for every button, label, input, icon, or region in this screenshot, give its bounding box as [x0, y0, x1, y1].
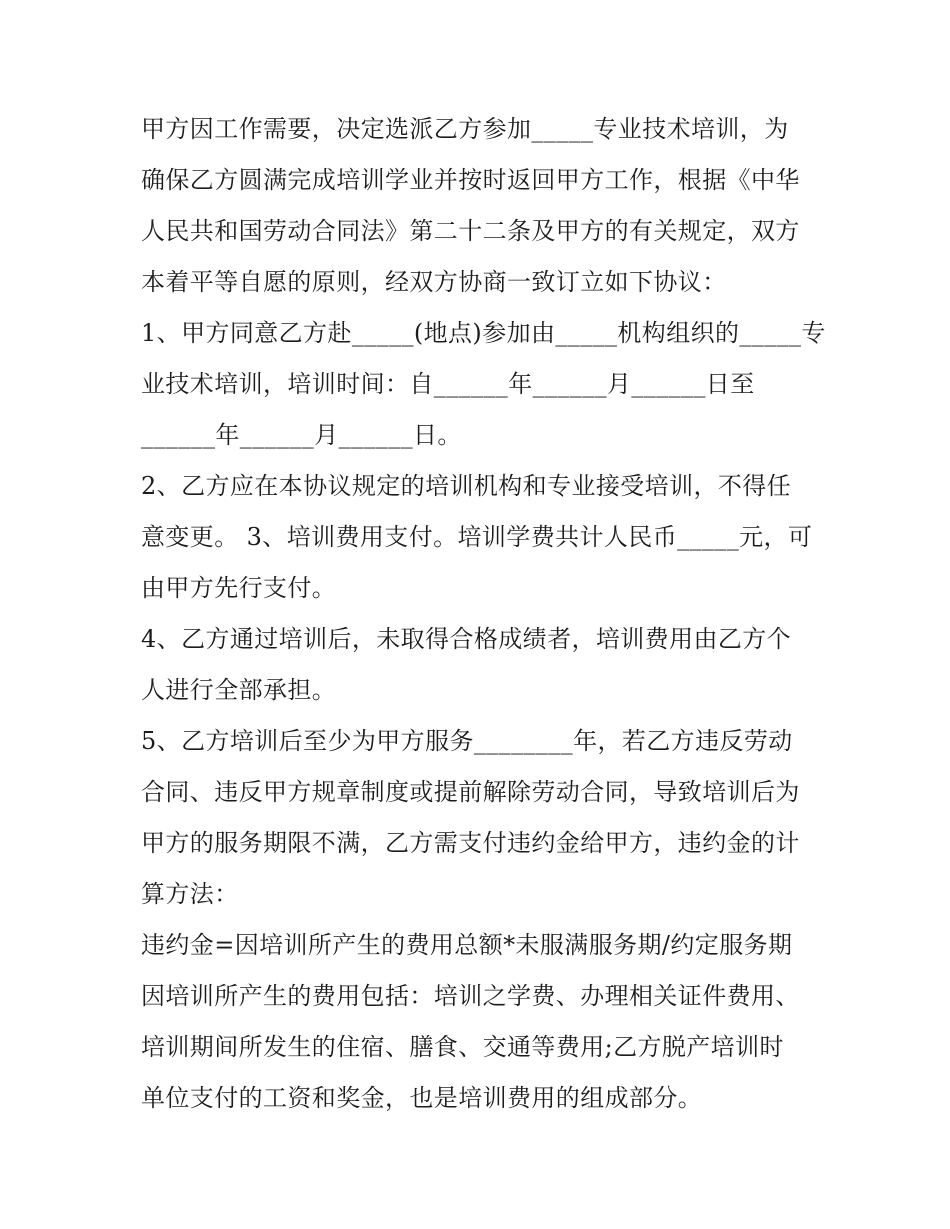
text-line-intro-4: 本着平等自愿的原则，经双方协商一致订立如下协议： — [141, 268, 727, 296]
clause-5-line-4: 算方法： — [141, 880, 239, 908]
clause-1-line-2: 业技术培训，培训时间：自______年______月______日至 — [141, 370, 755, 398]
clause-5-line-2: 合同、违反甲方规章制度或提前解除劳动合同，导致培训后为 — [141, 778, 800, 806]
clause-2-3-line-2: 意变更。 3、培训费用支付。培训学费共计人民币_____元，可 — [141, 523, 813, 551]
training-cost-line-2: 培训期间所发生的住宿、膳食、交通等费用;乙方脱产培训时 — [141, 1033, 784, 1061]
clause-4-line-2: 人进行全部承担。 — [141, 676, 337, 704]
clause-1-line-1: 1、甲方同意乙方赴_____(地点)参加由_____机构组织的_____专 — [141, 319, 826, 347]
clause-1-line-3: ______年______月______日。 — [141, 421, 462, 449]
clause-3-line-2: 由甲方先行支付。 — [141, 574, 337, 602]
penalty-formula-line: 违约金=因培训所产生的费用总额*未服满服务期/约定服务期 — [141, 931, 793, 959]
text-line-intro-2: 确保乙方圆满完成培训学业并按时返回甲方工作，根据《中华 — [141, 166, 800, 194]
text-line-intro-3: 人民共和国劳动合同法》第二十二条及甲方的有关规定，双方 — [141, 217, 800, 245]
clause-5-line-3: 甲方的服务期限不满，乙方需支付违约金给甲方，违约金的计 — [141, 829, 800, 857]
training-cost-line-1: 因培训所产生的费用包括：培训之学费、办理相关证件费用、 — [141, 982, 800, 1010]
clause-4-line-1: 4、乙方通过培训后，未取得合格成绩者，培训费用由乙方个 — [141, 625, 792, 653]
contract-body — [141, 104, 831, 1124]
clause-2-line-1: 2、乙方应在本协议规定的培训机构和专业接受培训，不得任 — [141, 472, 792, 500]
training-cost-line-3: 单位支付的工资和奖金，也是培训费用的组成部分。 — [141, 1084, 703, 1112]
text-line-intro-1: 甲方因工作需要，决定选派乙方参加_____专业技术培训，为 — [141, 115, 789, 143]
clause-5-line-1: 5、乙方培训后至少为甲方服务________年，若乙方违反劳动 — [141, 727, 793, 755]
